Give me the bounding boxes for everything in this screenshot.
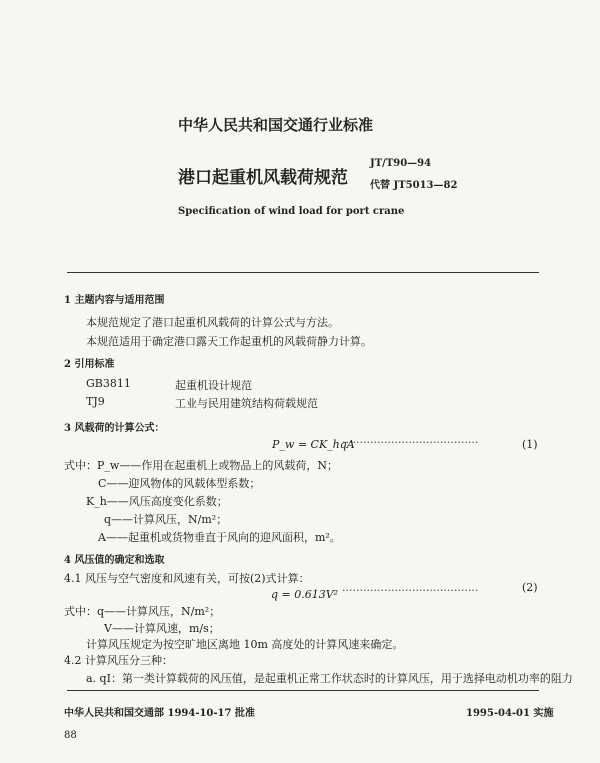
definition-line: 式中：q——计算风压，N/m²； [64, 605, 221, 618]
org-title: 中华人民共和国交通行业标准 [178, 116, 374, 134]
formula-2-leader: ······································· [342, 584, 479, 597]
bottom-rule [67, 690, 539, 691]
formula-2: q = 0.613V² [271, 588, 339, 601]
section-2-heading: 2 引用标准 [64, 359, 115, 370]
ref-title-1: 起重机设计规范 [175, 379, 252, 392]
implementation-date: 1995-04-01 实施 [466, 708, 554, 719]
clause-4-2-text: a. qⅠ：第一类计算载荷的风压值，是起重机正常工作状态时的计算风压，用于选择电动机功率的阻力 [86, 672, 573, 685]
doc-title: 港口起重机风载荷规范 [178, 168, 348, 188]
top-rule [67, 272, 539, 273]
clause-4-2: 4.2 计算风压分三种： [64, 654, 173, 667]
definition-line: A——起重机或货物垂直于风向的迎风面积，m²。 [98, 531, 341, 544]
definition-line: C——迎风物体的风载体型系数； [98, 477, 261, 490]
eq-number-2: (2) [522, 581, 538, 594]
replaces-code: 代替 JT5013—82 [370, 180, 458, 191]
definition-line: K_h——风压高度变化系数； [86, 495, 228, 508]
section-4-heading: 4 风压值的确定和选取 [64, 555, 165, 566]
definition-line: 式中：P_w——作用在起重机上或物品上的风载荷，N； [64, 459, 338, 472]
section-1-heading: 1 主题内容与适用范围 [64, 295, 165, 306]
english-title: Specification of wind load for port crane [178, 206, 405, 217]
approval-line: 中华人民共和国交通部 1994-10-17 批准 [64, 708, 255, 719]
eq-number-1: (1) [522, 438, 538, 451]
ref-code-2: TJ9 [86, 395, 105, 408]
s1-paragraph-1: 本规范规定了港口起重机风载荷的计算公式与方法。 [86, 316, 339, 329]
formula-1: P_w = CK_hqA [272, 438, 355, 451]
page-number: 88 [64, 730, 77, 741]
section-3-heading: 3 风载荷的计算公式： [64, 423, 165, 434]
formula-1-leader: ······································· [342, 436, 479, 449]
definition-line: 计算风压规定为按空旷地区离地 10m 高度处的计算风速来确定。 [86, 638, 404, 651]
s1-paragraph-2: 本规范适用于确定港口露天工作起重机的风载荷静力计算。 [86, 335, 372, 348]
ref-title-2: 工业与民用建筑结构荷载规范 [175, 397, 318, 410]
ref-code-1: GB3811 [86, 377, 131, 390]
definition-line: q——计算风压，N/m²； [104, 513, 228, 526]
definition-line: V——计算风速，m/s； [104, 622, 220, 635]
clause-4-1: 4.1 风压与空气密度和风速有关，可按(2)式计算： [64, 572, 310, 585]
std-code: JT/T90—94 [370, 158, 432, 169]
